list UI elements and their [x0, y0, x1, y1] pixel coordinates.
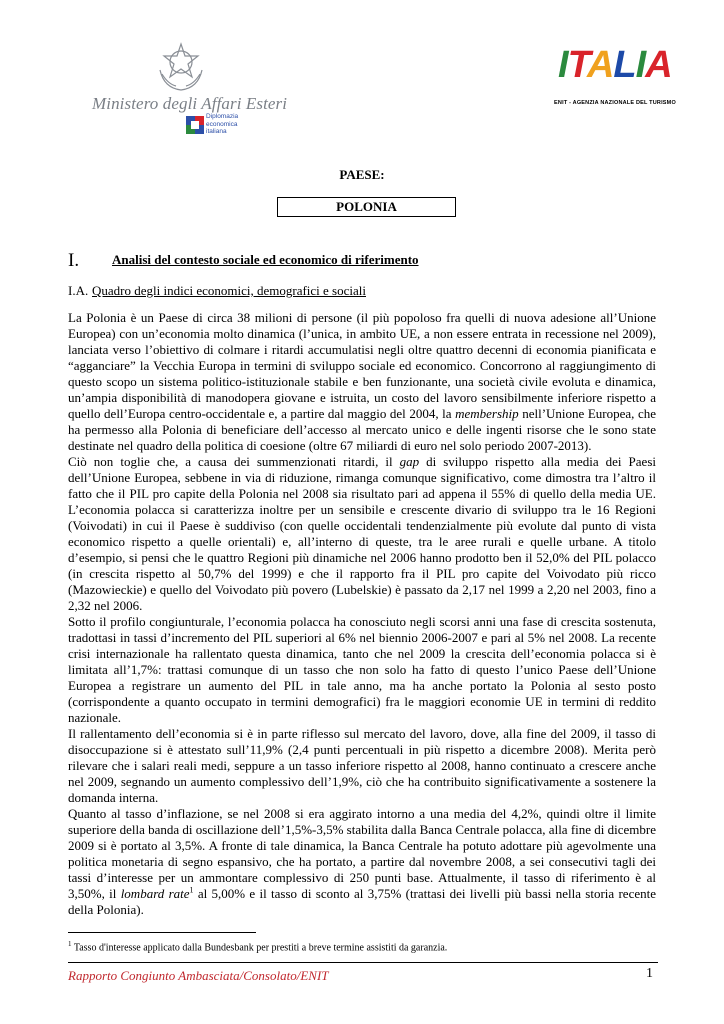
- section-number: I.: [68, 250, 80, 271]
- paragraph-text: Sotto il profilo congiunturale, l’economia polacca ha conosciuto negli scorsi anni una fase di crescita sostenuta, tradottasi in tassi d’incremento del PIL superiori al 6% nel biennio 2006-2007 e pari al 5% nel 2008. La recente crisi internazionale ha rallentato questa dinamica, tanto che nel 2009 la crescita dell’economia polacca si è limitata all’1,7%: trattasi comunque di un tasso che non solo ha fatto di questo l’unico Paese dell’Unione Europea a registrare un aumento del PIL in tale anno, ma ha anche portato la Polonia al sesto posto (corrispondente a quanto occupato in termini demografici) fra le maggiori economie UE in termini di reddito nazionale.: [68, 614, 656, 725]
- section-title: Analisi del contesto sociale ed economico di riferimento: [112, 252, 419, 267]
- italia-enit-logo: [540, 42, 690, 114]
- paragraph: [68, 726, 656, 806]
- paragraph: [68, 806, 656, 918]
- italia-wordmark: [558, 44, 672, 87]
- paragraph-emphasis: lombard rate: [120, 886, 190, 901]
- diplomazia-line: italiana: [206, 128, 227, 135]
- italia-letter: A: [645, 44, 672, 86]
- paragraph-text: Ciò non toglie che, a causa dei summenzionati ritardi, il: [68, 454, 400, 469]
- diplomazia-label: [206, 113, 238, 136]
- footnote-divider: [68, 932, 256, 933]
- footnote-text: Tasso d'interesse applicato dalla Bundesbank per prestiti a breve termine assistiti da garanzia.: [71, 942, 448, 954]
- country-box: POLONIA: [277, 197, 456, 217]
- diplomazia-line: Diplomazia: [206, 113, 239, 120]
- footnote: [68, 940, 447, 953]
- diplomazia-line: economica: [206, 120, 238, 128]
- diplomazia-badge-icon: [186, 116, 204, 134]
- italia-letter: A: [586, 44, 614, 86]
- paragraph-emphasis: membership: [455, 406, 519, 421]
- page-number: 1: [646, 966, 653, 981]
- footer-text: Rapporto Congiunto Ambasciata/Consolato/ENIT: [68, 968, 329, 983]
- paragraph-text: nell’Unione Europea, che ha permesso alla Polonia di beneficiare dell’accesso al mercato unico e delle ingenti risorse che le sono state destinate nel quadro della politica di coesione (oltre 67 miliardi di euro nel solo periodo 2007-2013).: [68, 406, 657, 453]
- paragraph-text: La Polonia è un Paese di circa 38 milioni di persone (il più popoloso fra quelli di nuova adesione all’Unione Europea) con un’economia molto dinamica (l’unica, in ambito UE, a non essere entrata in recessione nel 2009), lanciata verso l’obiettivo di colmare i ritardi accumulatisi negli oltre quattro decenni di economia pianificata e “agganciare” la Vecchia Europa in termini di sviluppo sociale ed economico. Concorrono al raggiungimento di questo scopo un sistema politico-istituzionale stabile e ben funzionante, una società civile evoluta e dinamica, un’ampia disponibilità di manodopera giovane e istruita, un costo del lavoro sensibilmente inferiore rispetto a quello dell’Europa centro-occidentale e, a partire dal maggio del 2004, la: [68, 310, 656, 421]
- footnote-reference[interactable]: 1: [189, 885, 194, 895]
- italia-letter: L: [613, 44, 636, 86]
- paragraph-text: di sviluppo rispetto alla media dei Paesi dell’Unione Europea, sebbene in via di riduzione, rimanga comunque significativo, come dimostra tra l’altro il fatto che il PIL pro capite della Polonia nel 2008 sia risultato pari ad appena il 55% di quello della media UE. L’economia polacca si caratterizza inoltre per un sensibile e crescente divario di sviluppo tra le 16 Regioni (Voivodati) in cui il Paese è suddiviso (con quelle occidentali tendenzialmente più evolute dal punto di vista economico rispetto a quelle orientali) e, all’interno di queste, tra le aree rurali e quelle urbane. A titolo d’esempio, si pensi che le quattro Regioni più dinamiche nel 2006 hanno prodotto ben il 52,0% del PIL polacco (in crescita rispetto al 50,7% del 1999) e che il rapporto fra il PIL pro capite del Voivodato più ricco (Mazowieckie) e quello del Voivodato più povero (Lubelskie) è passato da 2,17 nel 1999 a 2,20 nel 2003, fino a 2,32 nel 2006.: [68, 454, 656, 613]
- footnote-marker: 1: [68, 940, 72, 948]
- paragraph: [68, 614, 656, 726]
- subsection-title: Quadro degli indici economici, demografici e sociali: [92, 283, 366, 298]
- paese-label: PAESE:: [339, 167, 385, 182]
- ministry-name: Ministero degli Affari Esteri: [92, 94, 288, 113]
- paragraph-text: Il rallentamento dell’economia si è in parte riflesso sul mercato del lavoro, dove, alla fine del 2009, il tasso di disoccupazione si è attestato sull’11,9% (2,4 punti percentuali in più rispetto a dicembre 2008). Merita però rilevare che i salari reali medi, seppure a un tasso inferiore rispetto al 2008, hanno continuato a crescere anche nel 2009, segnando un aumento complessivo dell’1,9%, ciò che ha contribuito significativamente a sostenere la domanda interna.: [68, 726, 656, 805]
- paragraph: [68, 454, 656, 614]
- paragraph-text: al 5,00% e il tasso di sconto al 3,75% (trattasi dei livelli più bassi nella storia recente della Polonia).: [68, 886, 656, 917]
- italia-letter: I: [558, 44, 568, 86]
- italian-emblem-icon: [154, 40, 208, 94]
- italia-letter: T: [567, 44, 587, 86]
- italia-letter: I: [635, 44, 646, 86]
- body-text: [68, 310, 656, 918]
- enit-subtitle: ENIT - AGENZIA NAZIONALE DEL TURISMO: [554, 100, 676, 106]
- paragraph-emphasis: gap: [399, 454, 420, 469]
- footer-divider: [68, 962, 658, 963]
- paragraph-text: Quanto al tasso d’inflazione, se nel 2008 si era aggirato intorno a una media del 4,2%, quindi oltre il limite superiore della banda di oscillazione dell’1,5%-3,5% stabilita dalla Banca Centrale polacca, alla fine di dicembre 2009 si è portato al 3,5%. A fronte di tale dinamica, la Banca Centrale ha potuto adottare più agevolmente una politica monetaria di segno espansivo, che ha portato, a partire dal novembre 2008, a sei consecutivi tagli dei tassi d’interesse per un ammontare complessivo di 250 punti base. Attualmente, il tasso di riferimento è al 3,50%, il: [68, 806, 657, 901]
- paragraph: [68, 310, 656, 454]
- ministry-logo: [92, 40, 292, 140]
- subsection-prefix: I.A.: [68, 283, 89, 298]
